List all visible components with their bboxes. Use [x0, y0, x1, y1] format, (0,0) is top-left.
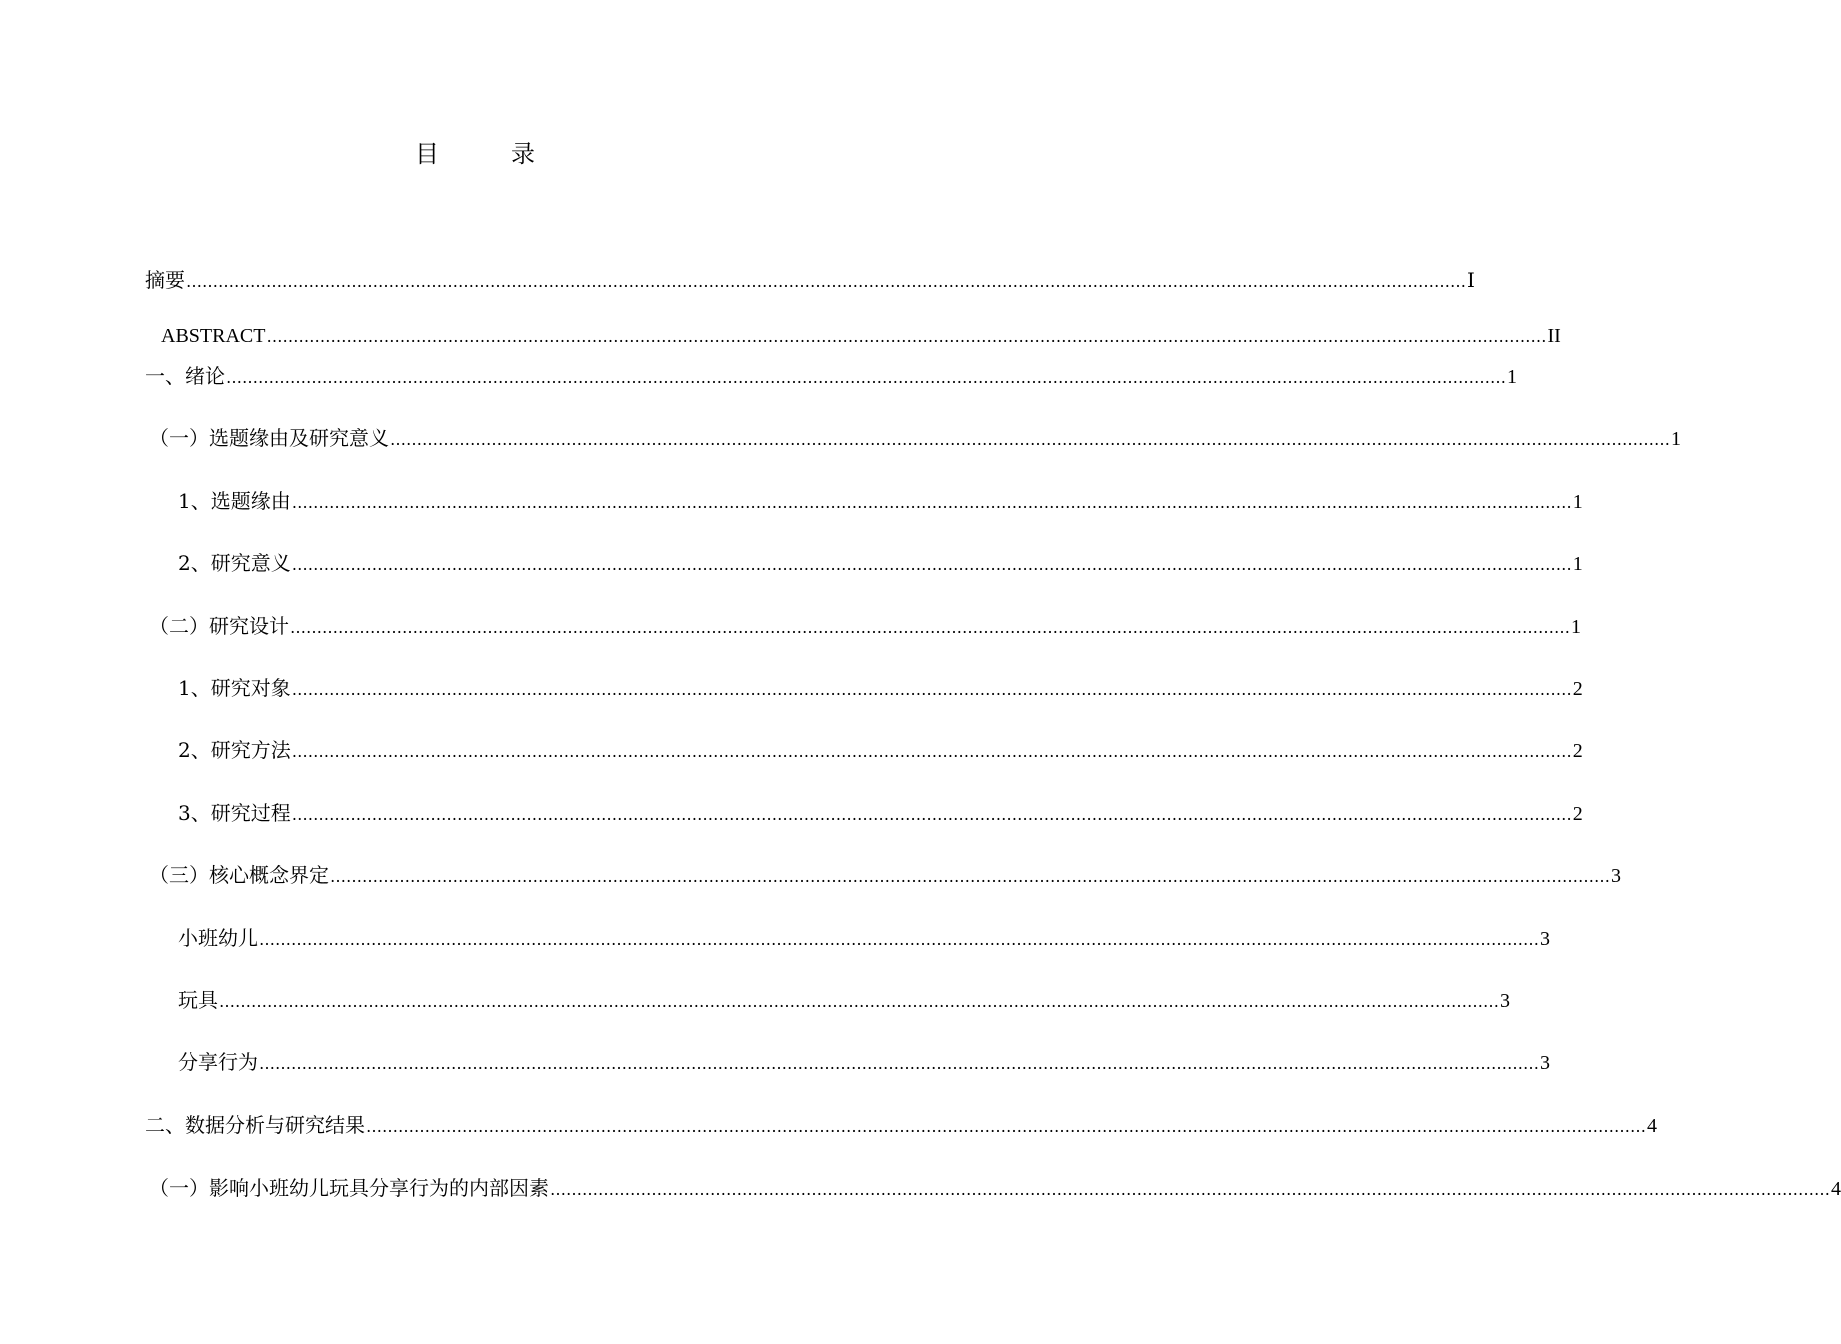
toc-entry-label: （三）核心概念界定	[149, 863, 329, 887]
toc-entry-label: 分享行为	[178, 1050, 258, 1074]
toc-page-number: 1	[1572, 553, 1583, 575]
toc-entry-abstract-en[interactable]	[161, 322, 1561, 350]
toc-entry-label: 摘要	[145, 268, 185, 292]
toc-entry-section-1-1[interactable]	[149, 424, 1681, 452]
toc-leader-dots: ……………………………………………………………………………………………………………………………………………………………………………………………………………………	[186, 272, 1466, 291]
toc-entry-label: ABSTRACT	[161, 325, 266, 347]
toc-entry-label: （一）影响小班幼儿玩具分享行为的内部因素	[149, 1176, 549, 1200]
toc-entry-label: 1、研究对象	[178, 676, 291, 700]
toc-page-number: 4	[1647, 1115, 1657, 1137]
toc-leader-dots: ……………………………………………………………………………………………………………………………………………………………………………………………………………………	[390, 430, 1670, 449]
toc-entry-abstract-cn[interactable]	[145, 266, 1475, 294]
toc-page-number: 1	[1507, 366, 1517, 388]
toc-entry-subsection-1-1-1[interactable]	[178, 487, 1583, 515]
toc-entry-subsection-1-2-2[interactable]	[178, 736, 1583, 764]
page-title: 目 录	[415, 140, 559, 168]
toc-leader-dots: ……………………………………………………………………………………………………………………………………………………………………………………………………………………	[291, 493, 1572, 512]
toc-entry-subsection-1-2-1[interactable]	[178, 674, 1583, 702]
toc-page-number: 3	[1540, 928, 1550, 950]
toc-entry-chapter-1[interactable]	[145, 362, 1517, 390]
toc-page-number: Ⅰ	[1467, 270, 1475, 292]
toc-leader-dots: ……………………………………………………………………………………………………………………………………………………………………………………………………………………	[219, 992, 1499, 1011]
toc-page-number: 2	[1572, 803, 1583, 825]
toc-leader-dots: ……………………………………………………………………………………………………………………………………………………………………………………………………………………	[266, 327, 1547, 346]
toc-page-number: 2	[1572, 678, 1583, 700]
toc-entry-label: 一、绪论	[145, 364, 225, 388]
toc-entry-label: 2、研究方法	[178, 738, 291, 762]
toc-entry-label: 2、研究意义	[178, 551, 291, 575]
toc-entry-label: （二）研究设计	[149, 614, 289, 638]
toc-page-number: 1	[1671, 428, 1681, 450]
toc-entry-label: 1、选题缘由	[178, 489, 291, 513]
toc-entry-concept-3[interactable]	[178, 1048, 1550, 1076]
toc-page-number: 3	[1500, 990, 1510, 1012]
toc-leader-dots: ……………………………………………………………………………………………………………………………………………………………………………………………………………………	[259, 930, 1539, 949]
toc-page-number: II	[1547, 325, 1561, 347]
toc-leader-dots: ……………………………………………………………………………………………………………………………………………………………………………………………………………………	[291, 805, 1572, 824]
toc-page-number: 1	[1572, 491, 1583, 513]
toc-entry-label: （一）选题缘由及研究意义	[149, 426, 389, 450]
toc-page-number: 2	[1572, 740, 1583, 762]
toc-leader-dots: ……………………………………………………………………………………………………………………………………………………………………………………………………………………	[330, 867, 1610, 886]
toc-leader-dots: ……………………………………………………………………………………………………………………………………………………………………………………………………………………	[291, 555, 1572, 574]
toc-entry-chapter-2[interactable]	[145, 1111, 1657, 1139]
toc-entry-section-2-1[interactable]	[149, 1174, 1841, 1202]
toc-leader-dots: ……………………………………………………………………………………………………………………………………………………………………………………………………………………	[550, 1180, 1830, 1199]
toc-leader-dots: ……………………………………………………………………………………………………………………………………………………………………………………………………………………	[291, 742, 1572, 761]
toc-leader-dots: ……………………………………………………………………………………………………………………………………………………………………………………………………………………	[291, 680, 1572, 699]
toc-leader-dots: ……………………………………………………………………………………………………………………………………………………………………………………………………………………	[259, 1054, 1539, 1073]
toc-entry-label: 3、研究过程	[178, 801, 291, 825]
toc-entry-concept-2[interactable]	[178, 986, 1510, 1014]
toc-page-number: 3	[1540, 1052, 1550, 1074]
toc-entry-subsection-1-2-3[interactable]	[178, 799, 1583, 827]
toc-page-number: 4	[1831, 1178, 1841, 1200]
toc-entry-label: 二、数据分析与研究结果	[145, 1113, 365, 1137]
toc-leader-dots: ……………………………………………………………………………………………………………………………………………………………………………………………………………………	[366, 1117, 1646, 1136]
toc-entry-concept-1[interactable]	[178, 924, 1550, 952]
toc-entry-section-1-3[interactable]	[149, 861, 1621, 889]
toc-page-number: 3	[1611, 865, 1621, 887]
toc-entry-label: 小班幼儿	[178, 926, 258, 950]
toc-leader-dots: ……………………………………………………………………………………………………………………………………………………………………………………………………………………	[226, 368, 1506, 387]
toc-entry-section-1-2[interactable]	[149, 612, 1581, 640]
toc-entry-label: 玩具	[178, 988, 218, 1012]
toc-page-number: 1	[1571, 616, 1581, 638]
toc-entry-subsection-1-1-2[interactable]	[178, 549, 1583, 577]
toc-leader-dots: ……………………………………………………………………………………………………………………………………………………………………………………………………………………	[290, 618, 1570, 637]
